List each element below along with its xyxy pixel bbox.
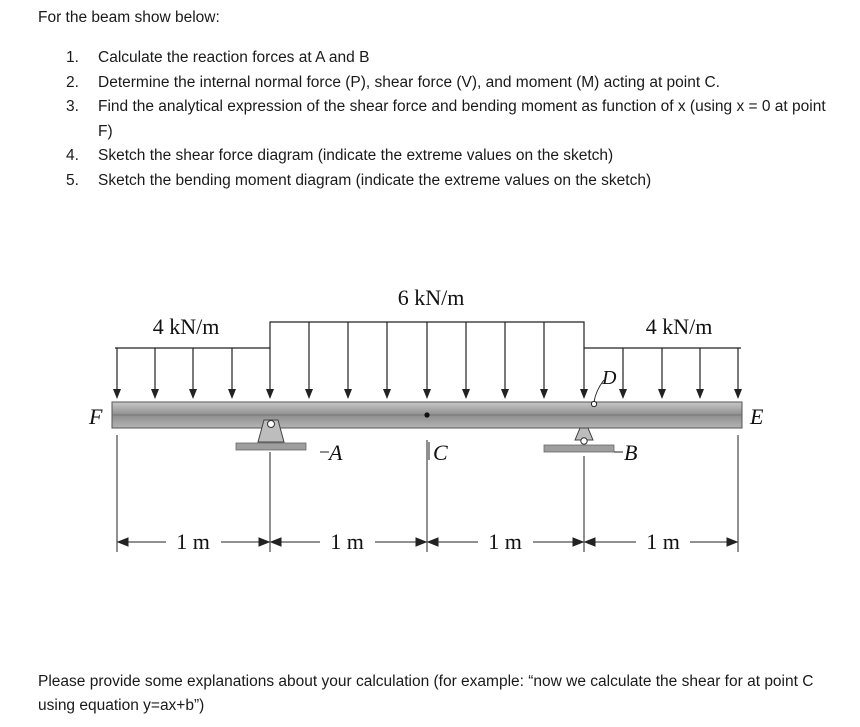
task-number: 5. xyxy=(66,171,79,189)
task-number: 4. xyxy=(66,147,79,164)
load-arrow-head xyxy=(540,389,548,399)
point-label-f: F xyxy=(89,404,103,429)
load-arrow-head xyxy=(580,389,588,399)
point-d-marker xyxy=(591,401,596,406)
load-arrow-head xyxy=(266,389,274,399)
task-text: Sketch the shear force diagram (indicate the extreme values on the sketch) xyxy=(98,147,614,164)
load-arrow-head xyxy=(501,389,509,399)
load-arrow-head xyxy=(619,389,627,399)
point-c-dot xyxy=(424,412,429,417)
dimension-extension-lines xyxy=(117,435,738,552)
load-label-right: 4 kN/m xyxy=(645,314,713,339)
span-label-3: 1 m xyxy=(488,529,522,554)
roller-support-b xyxy=(544,428,614,452)
load-arrow-head xyxy=(734,389,742,399)
load-arrow-head xyxy=(305,389,313,399)
span-label-4: 1 m xyxy=(646,529,680,554)
load-arrow-head xyxy=(189,389,197,399)
task-number: 1. xyxy=(66,49,79,66)
intro-text: For the beam show below: xyxy=(38,9,220,26)
load-arrow-head xyxy=(383,389,391,399)
point-label-b: B xyxy=(624,440,638,465)
point-label-d: D xyxy=(602,367,617,389)
load-arrow-head xyxy=(344,389,352,399)
span-label-2: 1 m xyxy=(330,529,364,554)
load-arrow-head xyxy=(423,389,431,399)
load-arrow-head xyxy=(696,389,704,399)
task-text: Sketch the bending moment diagram (indicate the extreme values on the sketch) xyxy=(98,171,652,189)
task-text: Calculate the reaction forces at A and B xyxy=(98,49,370,66)
load-arrow-head xyxy=(658,389,666,399)
point-label-a: A xyxy=(329,440,343,465)
span-label-1: 1 m xyxy=(176,529,210,554)
footer-note: Please provide some explanations about your calculation (for example: “now we calculate the shear for at point C using equation y=ax+b”) xyxy=(38,673,814,714)
task-number: 3. xyxy=(66,98,79,115)
load-arrow-head xyxy=(113,389,121,399)
load-label-left: 4 kN/m xyxy=(152,314,220,339)
point-label-c: C xyxy=(433,440,448,465)
load-arrow-head xyxy=(228,389,236,399)
task-number: 2. xyxy=(66,73,79,91)
load-label-middle: 6 kN/m xyxy=(397,285,465,310)
task-text: Find the analytical expression of the shear force and bending moment as function of x (using x = 0 at point F) xyxy=(98,98,826,140)
point-label-e: E xyxy=(750,404,764,429)
load-arrow-head xyxy=(462,389,470,399)
load-arrow-head xyxy=(151,389,159,399)
task-text: Determine the internal normal force (P), shear force (V), and moment (M) acting at point C. xyxy=(98,73,720,91)
